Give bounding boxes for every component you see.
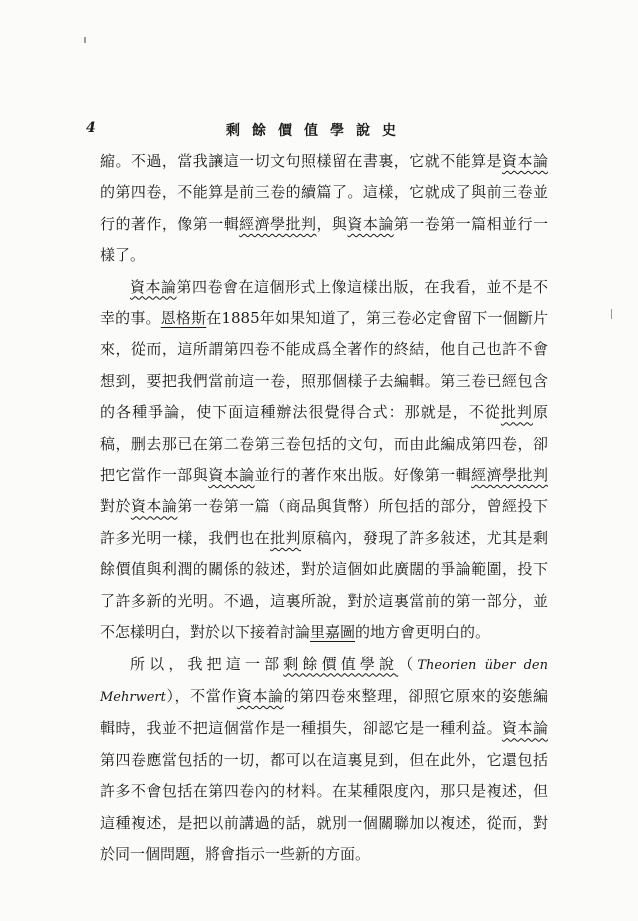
text-run: 第四卷會在這個形式上像這樣出版，在我看，並不是不幸的事。 bbox=[100, 277, 548, 328]
body-text bbox=[100, 146, 548, 870]
page-header bbox=[0, 120, 638, 144]
book-title-mark: 經濟學批判 bbox=[239, 214, 317, 233]
text-run: ），不當作 bbox=[165, 686, 237, 705]
book-title-mark: 剩餘價值學說 bbox=[283, 654, 399, 673]
text-run: 的第四卷來整理，卻照它原來的姿態編輯時，我並不把這個當作是一種損失，卻認它是一種利益。 bbox=[100, 686, 548, 738]
text-run: 原稿內，發現了許多敍述，尤其是剩餘價值與利潤的關係的敍述，對於這個如此廣闊的爭論範圍，投下了許多新的光明。不過，這裏所說，對於這裏當前的第一部分，並不怎樣明白，對於以下接着討論 bbox=[100, 528, 548, 642]
paragraph-3 bbox=[100, 649, 548, 871]
book-title-mark: 資本論 bbox=[208, 466, 255, 485]
book-title-mark: 批判 bbox=[500, 403, 533, 422]
text-run: 在1885年如果知道了，第三卷必定會留下一個斷片來，從而，這所謂第四卷不能成爲全著作的終結，他自己也許不會想到，要把我們當前這一卷，照那個樣子去編輯。第三卷已經包含的各種爭論，使下面這種辦法很覺得合式：那就是，不從 bbox=[100, 309, 548, 422]
paragraph-1 bbox=[100, 146, 548, 272]
text-run: 原稿，删去那已在第二卷第三卷包括的文句，而由此編成第四卷，卻把它當作一部與 bbox=[100, 403, 548, 485]
text-run: ，與 bbox=[316, 214, 348, 233]
text-run: （ bbox=[398, 654, 418, 673]
book-title-mark: 資本論 bbox=[502, 152, 548, 170]
scan-speck bbox=[611, 309, 612, 319]
book-title-mark: 經濟學批判 bbox=[471, 466, 548, 485]
text-run: 第四卷應當包括的一切，都可以在這裏見到，但在此外，它還包括許多不會包括在第四卷內的材料。在某種限度內，那只是複述，但這種複述，是把以前講過的話，就別一個關聯加以複述，從而，對於同一個問題，將會指示一些新的方面。 bbox=[100, 750, 548, 863]
book-title-mark: 資本論 bbox=[130, 277, 177, 296]
german-title: Theorien über den Mehrwert bbox=[100, 657, 548, 705]
book-title-mark: 批判 bbox=[270, 528, 302, 547]
book-title-mark: 資本論 bbox=[130, 497, 178, 516]
text-run: 的第四卷，不能算是前三卷的續篇了。這樣，它就成了與前三卷並行的著作，像第一輯 bbox=[100, 183, 548, 233]
text-run: 第一卷第一篇（商品與貨幣）所包括的部分，曾經投下許多光明一樣，我們也在 bbox=[100, 497, 548, 547]
text-run: 對於 bbox=[100, 497, 131, 516]
text-run: 並行的著作來出版。好像第一輯 bbox=[254, 466, 472, 485]
proper-name-mark: 恩格斯 bbox=[160, 309, 207, 328]
book-title-mark: 資本論 bbox=[347, 214, 394, 233]
proper-name-mark: 里嘉圖 bbox=[310, 623, 356, 642]
page-number: 4 bbox=[86, 120, 96, 136]
book-title-mark: 資本論 bbox=[502, 719, 548, 738]
text-run: 所以，我把這一部 bbox=[130, 654, 284, 673]
book-title-mark: 資本論 bbox=[236, 686, 284, 705]
text-run: 的地方會更明白的。 bbox=[355, 623, 491, 642]
text-run: 第一卷第一篇相並行一樣了。 bbox=[100, 214, 548, 265]
scan-speck bbox=[84, 37, 86, 43]
running-title: 剩餘價值學說史 bbox=[226, 123, 408, 139]
text-run: 縮。不過，當我讓這一切文句照樣留在書裏，它就不能算是 bbox=[100, 152, 503, 170]
paragraph-2 bbox=[100, 272, 548, 649]
